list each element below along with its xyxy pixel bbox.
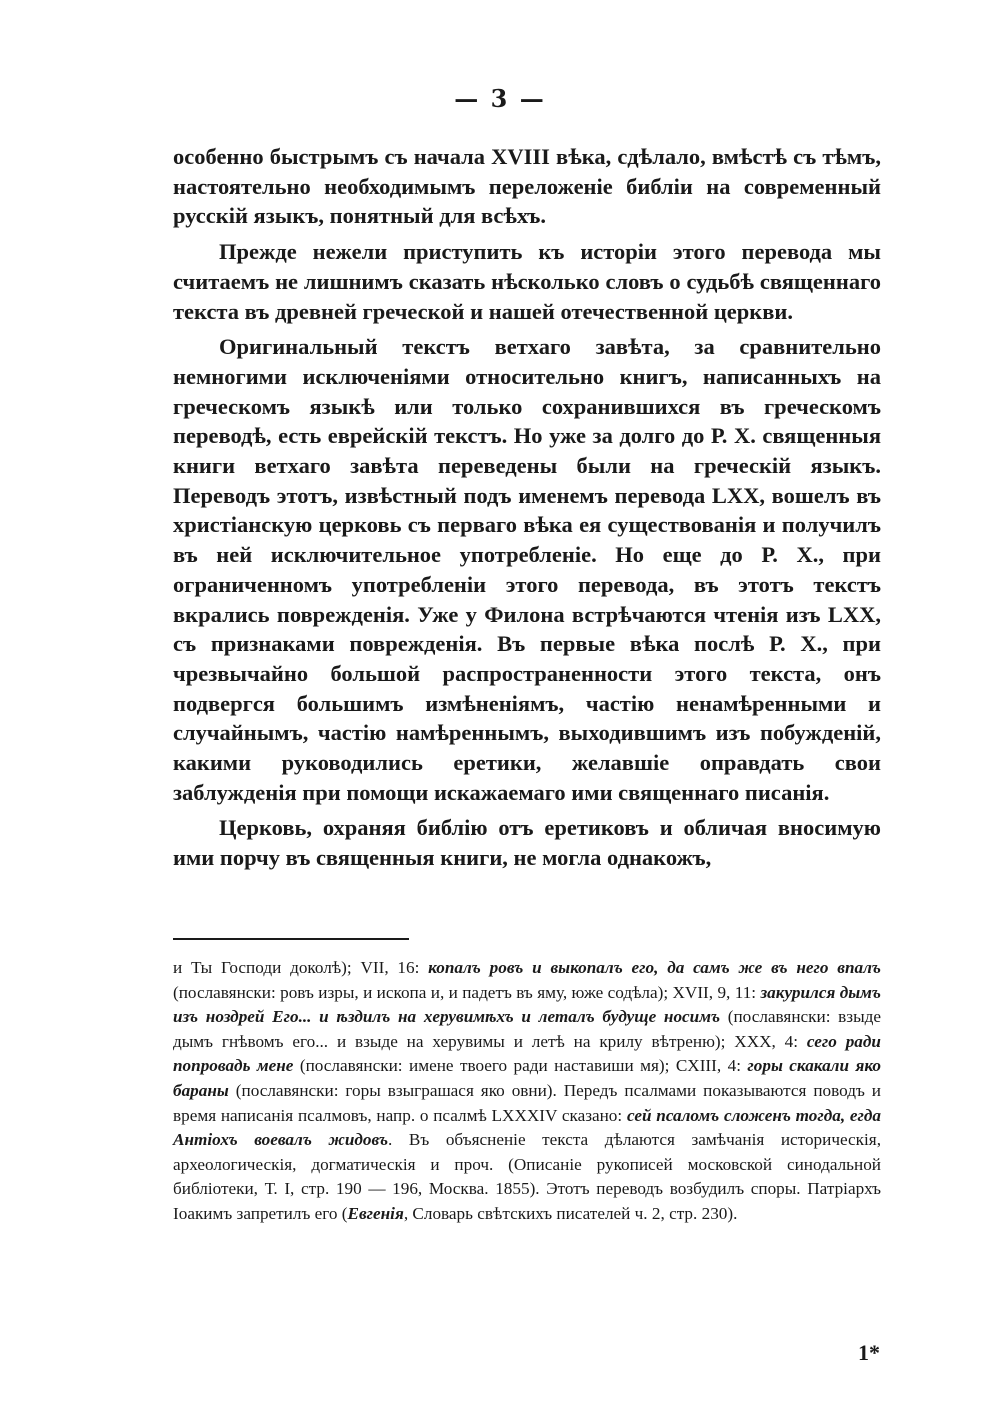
footnote-author: Евгенія bbox=[347, 1203, 404, 1223]
footnote-text: и Ты Господи доколѣ); VII, 16: bbox=[173, 958, 429, 977]
footnote-text: (пославянски: взыде дымъ гнѣвомъ его... и взыде на херувимы и летѣ на крилу вѣтреню); XXX, 4: bbox=[173, 1007, 881, 1051]
footnote-text: (пославянски: имене твоего ради наставиши мя); CXIII, 4: bbox=[293, 1056, 748, 1076]
footnote-quote: горы скакали яко бараны bbox=[173, 1056, 881, 1100]
footnote-text: (пославянски: ровъ изры, и ископа и, и падетъ въ яму, юже содѣла); XVII, 9, 11: bbox=[173, 982, 761, 1002]
footnote bbox=[173, 956, 881, 1227]
paragraph-2: Прежде нежели приступить къ исторіи этого перевода мы считаемъ не лишнимъ сказать нѣсколько словъ о судьбѣ священнаго текста въ древней греческой и нашей отечественной церкви. bbox=[173, 239, 881, 324]
signature-mark: 1* bbox=[858, 1340, 880, 1365]
footnote-separator bbox=[173, 938, 409, 940]
footnote-quote: закурился дымъ изъ ноздрей Его... и ѣздилъ на херувимѣхъ и леталъ будуще носимъ bbox=[173, 982, 881, 1027]
footnote-text: (пославянски: горы взыграшася яко овни). Передъ псалмами показываются поводъ и время написанія псалмовъ, напр. о псалмѣ LXXXIV сказано: bbox=[173, 1080, 881, 1125]
footnote-quote: сего ради попровадь мене bbox=[173, 1031, 881, 1076]
paragraph-1: особенно быстрымъ съ начала XVIII вѣка, сдѣлало, вмѣстѣ съ тѣмъ, настоятельно необходимымъ переложеніе библіи на современный русскій языкъ, понятный для всѣхъ. bbox=[173, 144, 881, 229]
paragraph-4: Церковь, охраняя библію отъ еретиковъ и обличая вносимую ими порчу въ священныя книги, не могла однакожъ, bbox=[173, 815, 881, 871]
paragraph-3: Оригинальный текстъ ветхаго завѣта, за сравнительно немногими исключеніями относительно книгъ, написанныхъ на греческомъ языкѣ или только сохранившихся въ греческомъ переводѣ, есть еврейскій текстъ. Но уже за долго до Р. Х. священныя книги ветхаго завѣта переведены были на греческій языкъ. Переводъ этотъ, извѣстный подъ именемъ перевода LXX, вошелъ въ христіанскую церковь съ перваго вѣка ея существованія и получилъ въ ней исключительное употребленіе. Но еще до Р. Х., при ограниченномъ употребленіи этого перевода, въ этотъ текстъ вкрались поврежденія. Уже у Филона встрѣчаются чтенія изъ LXX, съ признаками поврежденія. Въ первые вѣка послѣ Р. Х., при чрезвычайно большой распространенности этого текста, онъ подвергся большимъ измѣненіямъ, частію ненамѣренными и случайнымъ, частію намѣреннымъ, выходившимъ изъ побужденій, какими руководились еретики, желавшіе оправдать свои заблужденія при помощи искажаемаго ими священнаго писанія. bbox=[173, 334, 881, 805]
page-number: — 3 — bbox=[454, 84, 546, 113]
footnote-quote: сей псаломъ сложенъ тогда, егда Антіохъ воевалъ жидовъ bbox=[173, 1105, 881, 1150]
main-text bbox=[173, 142, 881, 873]
footnote-quote: копалъ ровъ и выкопалъ его, да самъ же въ него впалъ bbox=[428, 958, 881, 977]
footnote-text: , Словарь свѣтскихъ писателей ч. 2, стр. 230). bbox=[403, 1203, 738, 1223]
footnote-text: . Въ объясненіе текста дѣлаются замѣчанія историческія, археологическія, догматическія и проч. (Описаніе рукописей московской синодальной библіотеки, Т. I, стр. 190 — 196, Москва. 1855). Этотъ переводъ возбудилъ споры. Патріархъ Іоакимъ запретилъ его ( bbox=[173, 1130, 881, 1223]
